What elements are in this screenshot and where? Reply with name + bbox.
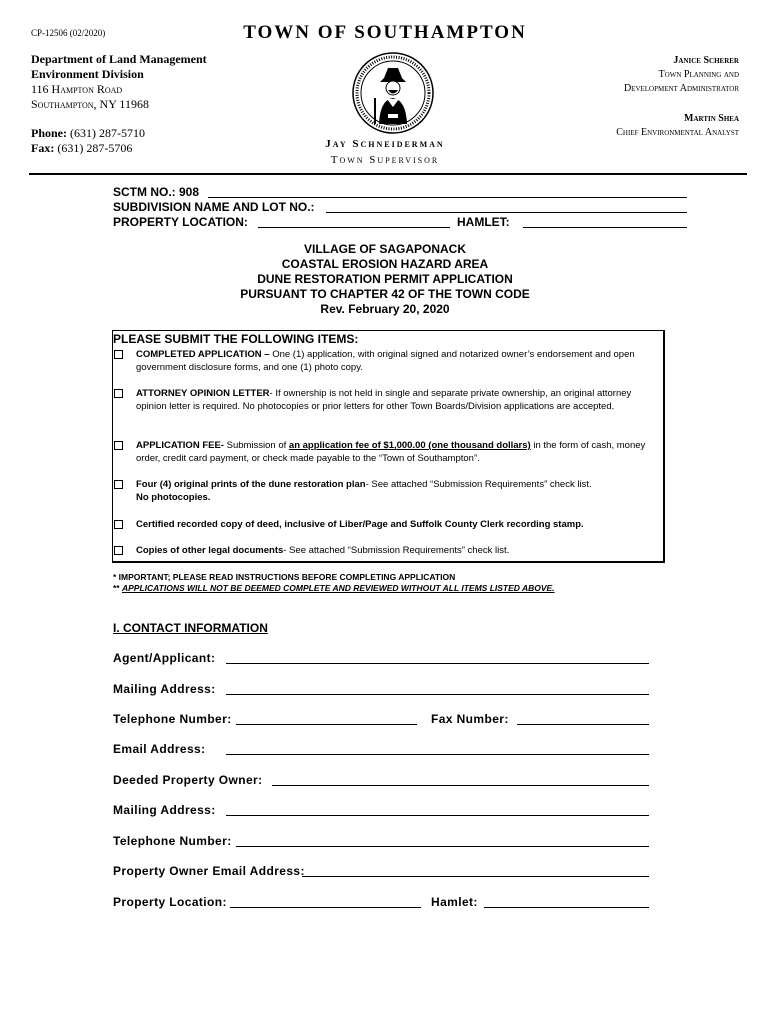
title-line1: VILLAGE OF SAGAPONACK (303, 242, 466, 256)
title-line4: PURSUANT TO CHAPTER 42 OF THE TOWN CODE (240, 287, 530, 301)
subdivision-field[interactable] (326, 200, 687, 213)
town-seal-icon (352, 52, 434, 134)
subdivision-label: SUBDIVISION NAME AND LOT NO.: (113, 200, 315, 214)
hamlet-field[interactable] (523, 215, 687, 228)
item-text: One (1) application, with original signed and notarized owner’s endorsement and open government disclosure forms, and one (1) photo copy. (136, 349, 635, 373)
officials-block (616, 54, 739, 140)
item-title: Copies of other legal documents (136, 545, 284, 556)
phone-number: (631) 287-5710 (70, 126, 145, 140)
sctm-field[interactable] (208, 185, 687, 198)
owner-telephone-field[interactable] (236, 834, 649, 847)
owner-telephone-label: Telephone Number: (113, 834, 232, 848)
official2-name: Martin Shea (684, 113, 739, 124)
title-line3: DUNE RESTORATION PERMIT APPLICATION (257, 272, 513, 286)
address-line1: 116 Hampton Road (31, 82, 123, 96)
submission-heading: PLEASE SUBMIT THE FOLLOWING ITEMS: (113, 332, 359, 346)
supervisor-title: Town Supervisor (330, 154, 440, 166)
item-title: ATTORNEY OPINION LETTER (136, 388, 270, 399)
mailing-address-field[interactable] (226, 682, 649, 695)
deeded-owner-field[interactable] (272, 773, 649, 786)
division-name: Environment Division (31, 67, 144, 81)
item-text: - See attached “Submission Requirements” check list. (365, 479, 592, 490)
item-title: Four (4) original prints of the dune restoration plan (136, 479, 366, 490)
checkbox-icon[interactable] (114, 441, 123, 450)
contact-property-location-label: Property Location: (113, 895, 227, 909)
checkbox-icon[interactable] (114, 520, 123, 529)
official1-title-line2: Development Administrator (623, 83, 739, 94)
mailing-address-label: Mailing Address: (113, 682, 216, 696)
checkbox-icon[interactable] (114, 480, 123, 489)
owner-mailing-address-field[interactable] (226, 803, 649, 816)
item-title: APPLICATION FEE- (136, 440, 224, 451)
address-line2: Southampton, NY 11968 (31, 97, 149, 111)
supervisor-name: Jay Schneiderman (325, 138, 445, 150)
checklist-item-legal-docs (114, 544, 660, 557)
checklist-item-plan-prints (114, 478, 660, 504)
checklist-item-deed (114, 518, 660, 531)
agent-applicant-label: Agent/Applicant: (113, 651, 216, 665)
property-location-field[interactable] (258, 215, 450, 228)
official2-title: Chief Environmental Analyst (616, 127, 739, 138)
owner-mailing-address-label: Mailing Address: (113, 803, 216, 817)
item-title: COMPLETED APPLICATION – (136, 349, 273, 360)
email-address-field[interactable] (226, 742, 649, 755)
sctm-label: SCTM NO.: 908 (113, 185, 200, 199)
checkbox-icon[interactable] (114, 350, 123, 359)
checklist-item-attorney-letter (114, 387, 660, 413)
deeded-owner-label: Deeded Property Owner: (113, 773, 263, 787)
checkbox-icon[interactable] (114, 546, 123, 555)
revision-date: Rev. February 20, 2020 (320, 302, 450, 316)
checkbox-icon[interactable] (114, 389, 123, 398)
completeness-warning: APPLICATIONS WILL NOT BE DEEMED COMPLETE AND REVIEWED WITHOUT ALL ITEMS LISTED ABOVE. (121, 583, 555, 593)
fax-number: (631) 287-5706 (57, 141, 133, 155)
header-divider (29, 173, 747, 175)
phone-label: Phone: (31, 126, 67, 140)
checklist-item-application (114, 348, 660, 374)
email-address-label: Email Address: (113, 742, 206, 756)
owner-email-label: Property Owner Email Address: (113, 864, 305, 878)
item-note: No photocopies. (136, 492, 211, 503)
property-location-label: PROPERTY LOCATION: (113, 215, 248, 229)
item-text: - See attached “Submission Requirements” check list. (283, 545, 510, 556)
item-text: in the form of cash, money order, credit card payment, or check made payable to the “Town of Southampton”. (136, 440, 646, 464)
telephone-field[interactable] (236, 712, 417, 725)
title-line2: COASTAL EROSION HAZARD AREA (281, 257, 489, 271)
department-block (31, 52, 207, 112)
note-stars: ** (113, 583, 122, 593)
item-title: Certified recorded copy of deed, inclusive of Liber/Page and Suffolk County Clerk recording stamp. (136, 519, 584, 530)
contact-property-location-field[interactable] (230, 895, 421, 908)
official1-name: Janice Scherer (673, 55, 739, 66)
contact-hamlet-label: Hamlet: (431, 895, 478, 909)
town-title: TOWN OF SOUTHAMPTON (243, 22, 527, 43)
fax-number-field[interactable] (517, 712, 649, 725)
important-notes (113, 572, 555, 594)
hamlet-label: HAMLET: (457, 215, 510, 229)
application-title (0, 242, 770, 317)
fax-number-label: Fax Number: (431, 712, 509, 726)
contact-hamlet-field[interactable] (484, 895, 649, 908)
telephone-label: Telephone Number: (113, 712, 232, 726)
checklist-item-fee (114, 439, 660, 465)
form-id: CP-12506 (02/2020) (31, 28, 106, 38)
official1-title-line1: Town Planning and (658, 69, 739, 80)
item-text: - If ownership is not held in single and separate private ownership, an original attorney opinion letter is required. No photocopies or prior letters for other Town Boards/Division applications are accepted. (136, 388, 632, 412)
important-note: * IMPORTANT; PLEASE READ INSTRUCTIONS BEFORE COMPLETING APPLICATION (113, 572, 456, 582)
department-name: Department of Land Management (31, 52, 207, 66)
fax-label: Fax: (31, 141, 55, 155)
owner-email-field[interactable] (302, 864, 649, 877)
agent-applicant-field[interactable] (226, 651, 649, 664)
supervisor-block (0, 136, 770, 168)
item-text-pre: Submission of (223, 440, 289, 451)
contact-section-heading: I. CONTACT INFORMATION (113, 621, 268, 635)
fee-amount: an application fee of $1,000.00 (one thousand dollars) (288, 440, 531, 451)
